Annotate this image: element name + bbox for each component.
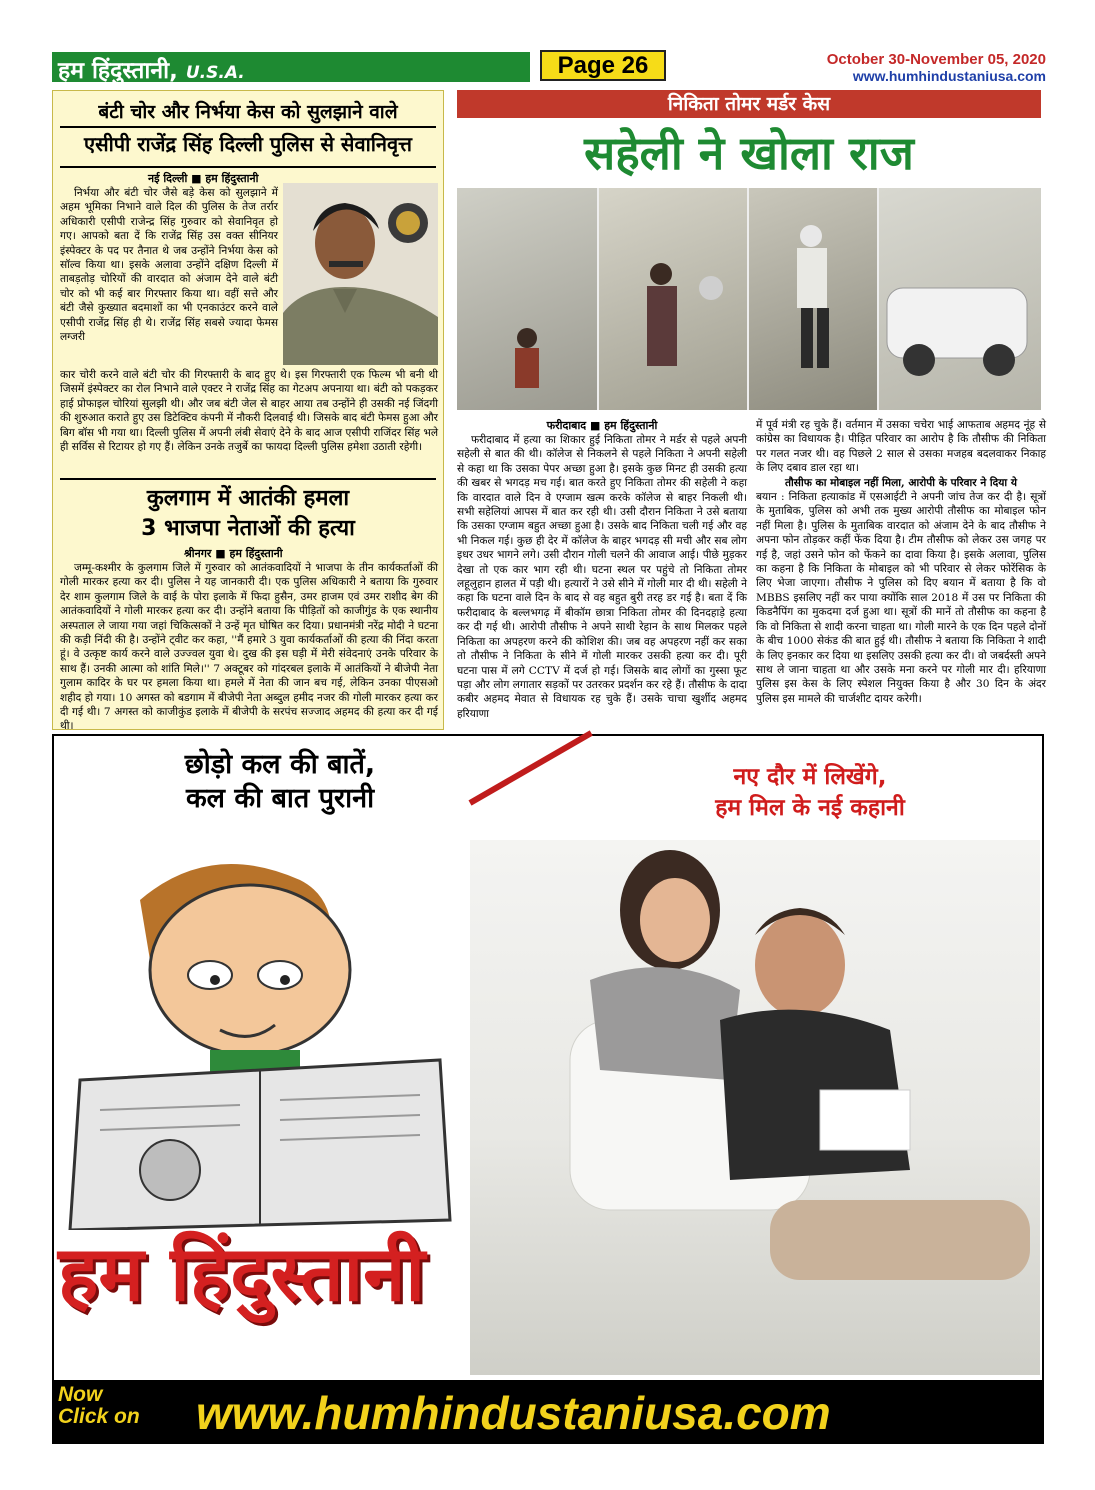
page-number: Page 26: [540, 50, 666, 81]
ad-left-slogan: [100, 748, 460, 816]
cctv-frame-1: [457, 188, 597, 410]
masthead-name: हम हिंदुस्तानी,: [58, 58, 178, 84]
masthead-title: [58, 53, 245, 85]
ad-right-line2: हम मिल के नई कहानी: [715, 795, 905, 821]
cartoon-boy-reading: [60, 840, 460, 1230]
left-article-headline: एसीपी राजेंद्र सिंह दिल्ली पुलिस से सेवानिवृत्त: [84, 132, 412, 156]
ad-left-line1: छोड़ो कल की बातें,: [184, 749, 376, 780]
ad-right-line1: नए दौर में लिखेंगे,: [733, 764, 887, 790]
second-article-headline-line2: 3 भाजपा नेताओं की हत्या: [141, 516, 355, 541]
cctv-frame-4: [879, 188, 1041, 410]
right-article-col1: फरीदाबाद में हत्या का शिकार हुई निकिता तोमर ने मर्डर से पहले अपनी सहेली से बात की थी। कॉलेज से निकलने से पहले निकिता ने अपनी सहेली से कहा था कि उसका पेपर अच्छा हुआ है। इसके कुछ मिनट ही उसकी हत्या की खबर से भगदड़ मच गई। बात करते हुए निकिता तोमर की सहेली ने कहा कि वारदात वाले दिन वे एग्जाम खत्म करके कॉलेज से बाहर निकली थी। सभी सहेलियां आपस में बात कर रही थी। उसी दौरान निकिता ने उसे बताया कि उसका एग्जाम बहुत अच्छा हुआ है। उसके बाद निकिता चली गई और वह भी निकल गई। कुछ ही देर में कॉलेज के बाहर भगदड़ सी मची और सब लोग इधर उधर भागने लगे। उसी दौरान गोली चलने की आवाज आई। पीछे मुड़कर देखा तो एक कार भाग रही थी। घटना स्थल पर पहुंचे तो निकिता तोमर लहूलुहान हालत में पड़ी थी। हत्यारों ने उसे सीने में गोली मार दी थी। सहेली ने कहा कि घटना वाले दिन के बाद से वह बहुत बुरी तरह डर गई है। बता दें कि फरीदाबाद के बल्लभगढ़ में बीकॉम छात्रा निकिता तोमर की दिनदहाड़े हत्या कर दी गई थी। आरोपी तौसीफ ने अपने साथी रेहान के साथ मिलकर पहले निकिता का अपहरण करने की कोशिश की। जब वह अपहरण नहीं कर सका तो तौसीफ ने निकिता के सीने में गोली मारकर उसकी हत्या कर दी। पूरी घटना पास में लगे CCTV में दर्ज हो गई। जिसके बाद लोगों का गुस्सा फूट पड़ा और लोग लगातार सड़कों पर उतरकर प्रदर्शन कर रहे हैं। तौसीफ के दादा कबीर अहमद मेवात से विधायक रह चुके हैं। उसके चाचा खुर्शीद अहमद हरियाणा: [457, 434, 747, 720]
left-article-body: कार चोरी करने वाले बंटी चोर की गिरफ्तारी के बाद हुए थे। इस गिरफ्तारी एक फिल्म भी बनी थी जिसमें इंस्पेक्टर का रोल निभाने वाले एक्टर ने राजेंद्र सिंह का गेटअप अपनाया था। बंटी को पकड़कर हाई प्रोफाइल चोरियां सुलझी थी। और जब बंटी जेल से बाहर आया तब उन्होंने ही उसकी नई जिंदगी की शुरुआत कराते हुए उस डिटेक्टिव कंपनी में नौकरी दिलवाई थी। जिसके बाद बंटी फेमस हुआ और बिग बॉस भी गया था। दिल्ली पुलिस में अपनी लंबी सेवाएं देने के बाद आज एसीपी राजिंदर सिंह भले ही सर्विस से रिटायर हो गए हैं। लेकिन उनके तजुर्बे का फायदा दिल्ली पुलिस हमेशा उठाती रहेगी।: [60, 369, 438, 454]
right-article-col2-body: बयान : निकिता हत्याकांड में एसआईटी ने अपनी जांच तेज कर दी है। सूत्रों के मुताबिक, पुलिस को अभी तक मुख्य आरोपी तौसीफ का मोबाइल फोन नहीं मिला है। पुलिस के मुताबिक वारदात को अंजाम देने के बाद तौसीफ ने अपना फोन तोड़कर कहीं फेंक दिया है। टीम तौसीफ को लेकर उस जगह पर गई है, जहां उसने फोन को फेंकने का दावा किया है। इसके अलावा, पुलिस का कहना है कि निकिता के मोबाइल को भी परिवार से लेकर फोरेंसिक के लिए भेजा जाएगा। तौसीफ ने पुलिस को दिए बयान में बताया है कि वो MBBS इसलिए नहीं कर पाया क्योंकि साल 2018 में उस पर निकिता की किडनैपिंग का मुकदमा दर्ज हुआ था। सूत्रों की मानें तो तौसीफ का कहना है कि वो निकिता से शादी करना चाहता था। गोली मारने के एक दिन पहले दोनों के बीच 1000 सेकंड की बात हुई थी। तौसीफ ने बताया कि निकिता ने शादी के लिए इनकार कर दिया था इसलिए उसकी हत्या कर दी। वो जबर्दस्ती अपने साथ ले जाना चाहता था और उसके मना करने पर गोली मार दी। हरियाणा पुलिस इस केस के लिए स्पेशल नियुक्त किया है और 30 दिन के अंदर पुलिस इस मामले की चार्जशीट दायर करेगी।: [756, 491, 1046, 705]
left-article-dateline: नई दिल्ली ■ हम हिंदुस्तानी: [148, 172, 259, 185]
second-article-body: जम्मू-कश्मीर के कुलगाम जिले में गुरुवार को आतंकवादियों ने भाजपा के तीन कार्यकर्ताओं की गोली मारकर हत्या कर दी। पुलिस ने यह जानकारी दी। एक पुलिस अधिकारी ने बताया कि गुरुवार देर शाम कुलगाम जिले के वाई के पोरा इलाके में फिदा हुसैन, उमर हाजम एवं उमर राशीद बेग की आतंकवादियों ने गोली मारकर हत्या कर दी। उन्होंने बताया कि पीड़ितों को काजीगुंड के एक स्थानीय अस्पताल ले जाया गया जहां चिकित्सकों ने उन्हें मृत घोषित कर दिया। प्रधानमंत्री नरेंद्र मोदी ने घटना की कड़ी निंदी की है। उन्होंने ट्वीट कर कहा, ''मैं हमारे 3 युवा कार्यकर्ताओं की हत्या की निंदा करता हूं। वे उत्कृष्ट कार्य करने वाले उज्ज्वल युवा थे। दुख की इस घड़ी में मेरी संवेदनाएं उनके परिवार के साथ हैं। उनकी आत्मा को शांति मिले।'' 7 अक्टूबर को गांदरबल इलाके में आतंकियों ने बीजेपी नेता गुलाम कादिर के घर पर हमला किया था। हमले में नेता की जान बच गई, लेकिन उनका पीएसओ शहीद हो गया। 10 अगस्त को बडगाम में बीजेपी नेता अब्दुल हमीद नजर की गोली मारकर हत्या कर दी गई थी। 7 अगस्त को काजीकुंड इलाके में बीजेपी के सरपंच सज्जाद अहमद की हत्या कर दी गई थी।: [60, 562, 438, 733]
right-article-col2: [756, 418, 1046, 706]
masthead-region: U.S.A.: [185, 63, 245, 83]
brand-logo: हम हिंदुस्तानी: [58, 1229, 426, 1318]
left-article-kicker: बंटी चोर और निर्भया केस को सुलझाने वाले: [98, 101, 398, 123]
right-article-kicker: निकिता तोमर मर्डर केस: [457, 90, 1041, 118]
cctv-frame-3: [749, 188, 877, 410]
person-icon: [599, 188, 747, 410]
divider: [60, 126, 436, 128]
cartoon-reader-icon: [60, 840, 460, 1230]
cta-now: Now: [58, 1383, 103, 1406]
cta-click-on: Click on: [58, 1405, 140, 1428]
cctv-photo-strip: [457, 188, 1041, 410]
divider: [60, 478, 436, 480]
header-website-link[interactable]: www.humhindustaniusa.com: [852, 68, 1046, 84]
issue-date: October 30-November 05, 2020: [826, 51, 1046, 68]
cta-label: [58, 1384, 140, 1428]
ad-couple-photo: [470, 840, 1040, 1375]
ad-right-slogan: [590, 762, 1030, 824]
officer-photo: [283, 183, 438, 365]
car-icon: [879, 188, 1041, 410]
divider: [60, 166, 436, 168]
left-article-body-side: निर्भया और बंटी चोर जैसे बड़े केस को सुलझाने में अहम भूमिका निभाने वाले दिल की पुलिस के तेज तर्रार अधिकारी एसीपी राजेन्द्र सिंह गुरुवार को सेवानिवृत हो गए। आपको बता दें कि राजेंद्र सिंह उस वक्त सीनियर इंस्पेक्टर के पद पर तैनात थे जब उन्होंने निर्भया केस को सॉल्व किया था। इसके अलावा उन्होंने दक्षिण दिल्ली में ताबड़तोड़ चोरियों की वारदात को अंजाम देने वाले बंटी चोर को भी कई बार गिरफ्तार किया था। वहीं सत्ते और बंटी जैसे कुख्यात बदमाशों का भी एनकाउंटर करने वाले एसीपी राजेंद्र सिंह ही थे। राजेंद्र सिंह सबसे ज्यादा फेमस लग्जरी: [60, 187, 278, 344]
couple-icon: [470, 840, 1040, 1375]
cctv-frame-2: [599, 188, 747, 410]
ad-left-line2: कल की बात पुरानी: [185, 783, 375, 814]
second-article-headline-line1: कुलगाम में आतंकी हमला: [146, 486, 350, 511]
right-article-subhead: तौसीफ का मोबाइल नहीं मिला, आरोपी के परिवार ने दिया ये: [785, 476, 1017, 489]
right-article-dateline: फरीदाबाद ■ हम हिंदुस्तानी: [546, 419, 658, 432]
officer-portrait-icon: [283, 183, 438, 365]
cta-website-link[interactable]: www.humhindustaniusa.com: [196, 1387, 831, 1439]
right-article-headline: सहेली ने खोला राज: [584, 126, 914, 180]
right-article-col2-intro: में पूर्व मंत्री रह चुके हैं। वर्तमान में उसका चचेरा भाई आफताब अहमद नूंह से कांग्रेस का विधायक है। पीड़ित परिवार का आरोप है कि तौसीफ की निकिता पर गलत नजर थी। वह पिछले 2 साल से उसका मजहब बदलवाकर निकाह के लिए दबाव डाल रहा था।: [756, 419, 1046, 475]
second-article-dateline: श्रीनगर ■ हम हिंदुस्तानी: [184, 547, 283, 560]
attacker-icon: [749, 188, 877, 410]
person-icon: [457, 188, 597, 410]
second-article-headline: [52, 484, 444, 544]
